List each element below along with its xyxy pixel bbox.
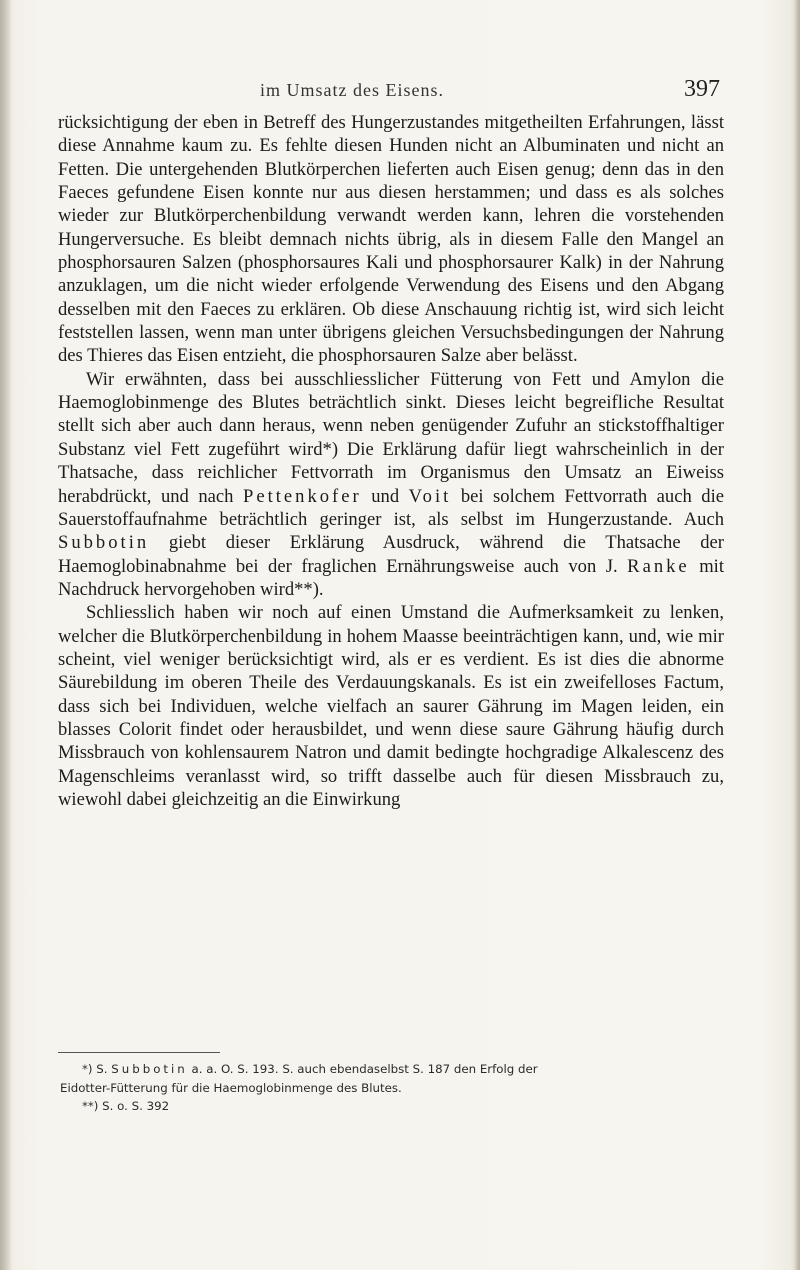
author-name-pettenkofer: Pettenkofer [242, 485, 362, 507]
footnote-1 [60, 1060, 722, 1079]
author-name-voit: Voit [408, 485, 452, 507]
footnote-1-author: Subbotin [111, 1062, 188, 1076]
body-text [58, 111, 724, 811]
footnote-1-text: a. a. O. S. 193. S. auch ebendaselbst S. 187 den Erfolg der [187, 1062, 538, 1076]
paragraph-2 [58, 368, 724, 601]
page-header [60, 76, 720, 106]
footnote-1-continuation: Eidotter-Fütterung für die Haemoglobinmenge des Blutes. [60, 1080, 402, 1095]
paragraph-2-part-d: giebt dieser Erklärung Ausdruck, während die Thatsache der Haemoglobinabnahme bei der fraglichen Ernährungsweise auch von J. [58, 532, 724, 577]
page-right-edge [794, 0, 800, 1270]
paragraph-2-part-a: Wir erwähnten, dass bei ausschliesslicher Fütterung von Fett und Amylon die Haemoglobinmenge des Blutes beträchtlich sinkt. Dieses leicht begreifliche Resultat stellt sich aber auch dann heraus, wenn neben genügender Zufuhr an stickstoffhaltiger Substanz viel Fett zugeführt wird*) Die Erklärung dafür liegt wahrscheinlich in der Thatsache, dass reichlicher Fettvorrath im Organismus den Umsatz an Eiweiss herabdrückt, und nach [58, 368, 724, 507]
footnote-1-mark: *) S. [82, 1062, 108, 1076]
running-head: im Umsatz des Eisens. [260, 80, 444, 100]
paragraph-3: Schliesslich haben wir noch auf einen Umstand die Aufmerksamkeit zu lenken, welcher die Blutkörperchenbildung in hohem Maasse beeinträchtigen kann, und, wie mir scheint, viel weniger berücksichtigt wird, als er es verdient. Es ist dies die abnorme Säurebildung im oberen Theile des Verdauungskanals. Es ist ein zweifelloses Factum, dass sich bei Individuen, welche vielfach an saurer Gährung im Magen leiden, ein blasses Colorit findet oder herausbildet, und wenn diese saure Gährung häufig durch Missbrauch von kohlensaurem Natron und damit bedingte hochgradige Alkalescenz des Magenschleims veranlasst wird, so trifft dasselbe auch für diesen Missbrauch zu, wiewohl dabei gleichzeitig an die Einwirkung [58, 602, 724, 810]
author-name-ranke: Ranke [627, 555, 690, 577]
author-name-subbotin: Subbotin [58, 532, 150, 554]
paragraph-2-part-c: bei solchem Fettvorrath auch die Sauerstoffaufnahme beträchtlich geringer ist, als selbst im Hungerzustande. Auch [58, 485, 724, 530]
footnote-2: **) S. o. S. 392 [82, 1099, 170, 1113]
footnotes [60, 1060, 722, 1116]
page-gutter-shadow [0, 0, 12, 1270]
paragraph-1: rücksichtigung der eben in Betreff des Hungerzustandes mitgetheilten Erfahrungen, lässt diese Annahme kaum zu. Es fehlte diesen Hunden nicht an Albuminaten und nicht an Fetten. Die untergehenden Blutkörperchen lieferten auch Eisen genug; denn das in den Faeces gefundene Eisen konnte nur aus diesen herstammen; und dass es als solches wieder zur Blutkörperchenbildung verwandt werden kann, lehren die vorstehenden Hungerversuche. Es bleibt demnach nichts übrig, als in diesem Falle den Mangel an phosphorsauren Salzen (phosphorsaures Kali und phosphorsaurer Kalk) in der Nahrung anzuklagen, um die nicht wieder erfolgende Verwendung des Eisens und den Abgang desselben mit den Faeces zu erklären. Ob diese Anschauung richtig ist, wird sich leicht feststellen lassen, wenn man unter übrigens gleichen Versuchsbedingungen der Nahrung des Thieres das Eisen entzieht, die phosphorsauren Salze aber belässt. [58, 112, 724, 367]
page-number: 397 [684, 76, 720, 102]
footnote-divider [58, 1052, 220, 1053]
paragraph-2-part-e: mit Nachdruck hervorgehoben wird**). [58, 555, 724, 600]
paragraph-2-part-b: und [361, 485, 409, 507]
